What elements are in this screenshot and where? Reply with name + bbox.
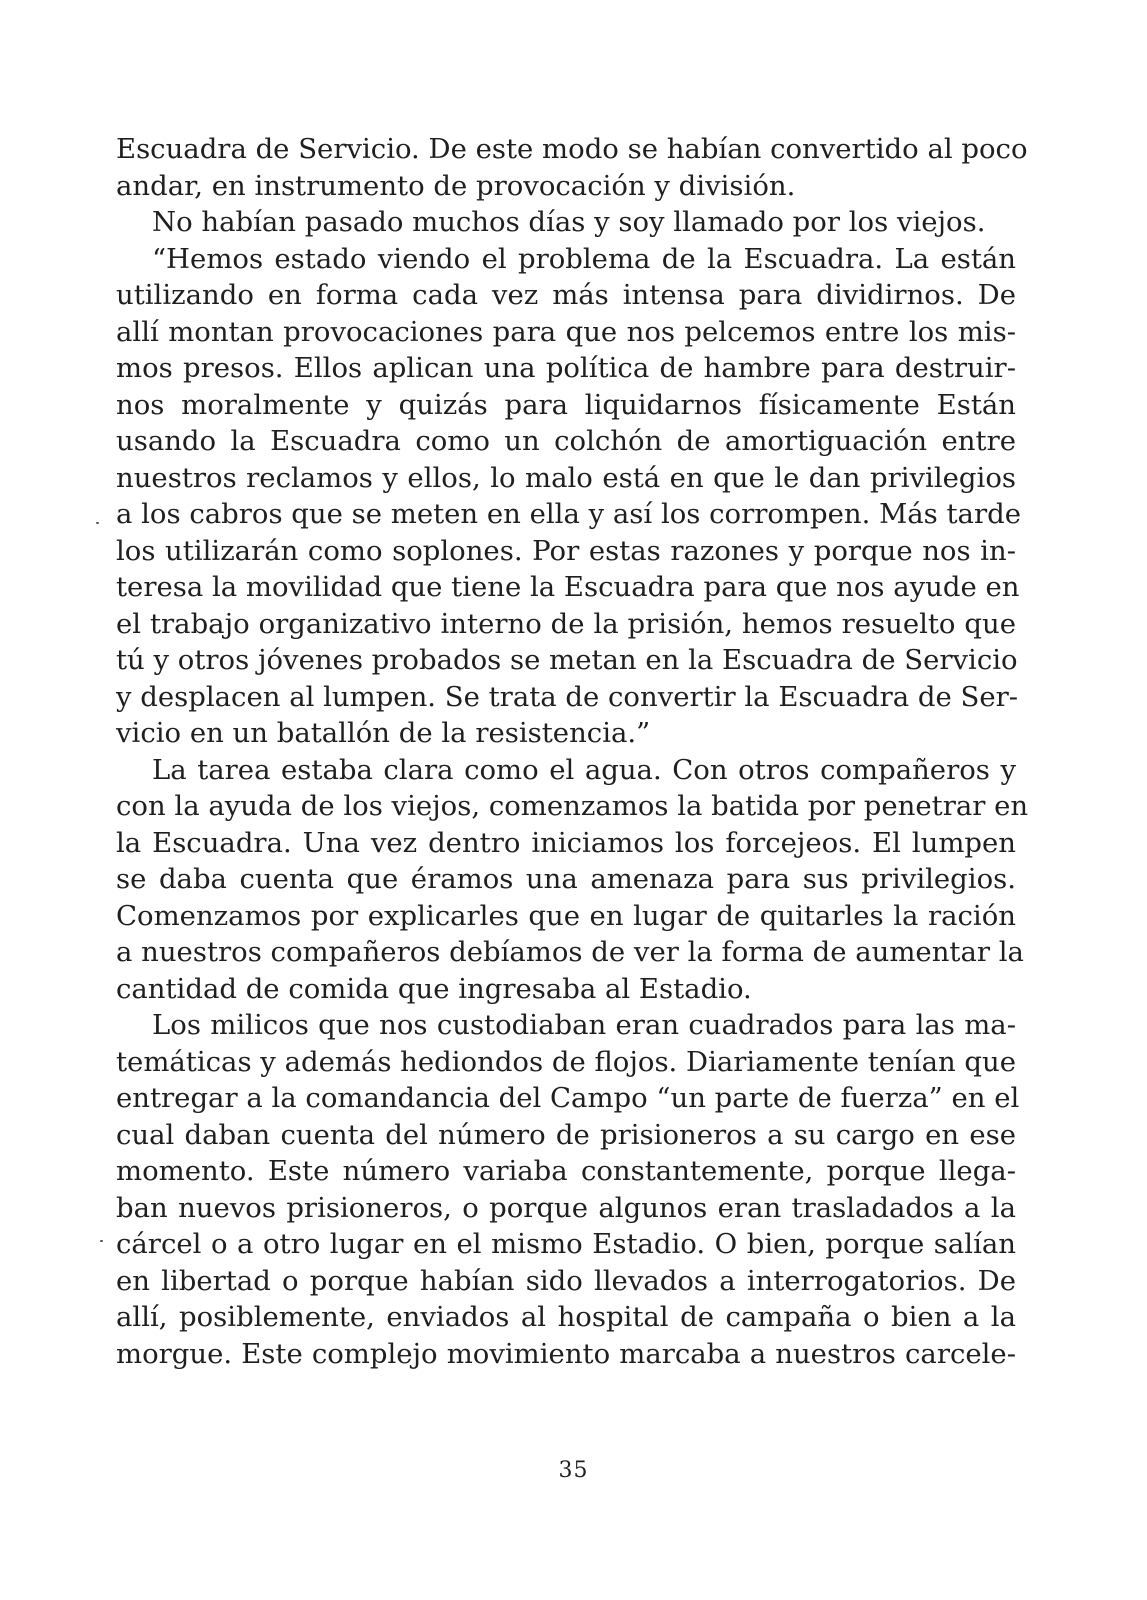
- text-line: No habían pasado muchos días y soy llamado por los viejos.: [152, 206, 986, 238]
- text-line: cual daban cuenta del número de prisioneros a su cargo en ese: [116, 1118, 1016, 1151]
- text-line: Comenzamos por explicarles que en lugar de quitarles la ración: [116, 899, 1016, 932]
- text-line: morgue. Este complejo movimiento marcaba a nuestros carcele-: [116, 1337, 1016, 1370]
- text-line: teresa la movilidad que tiene la Escuadra para que nos ayude en: [116, 571, 1020, 603]
- text-line: Escuadra de Servicio. De este modo se habían convertido al poco: [116, 133, 1028, 165]
- text-line: ban nuevos prisioneros, o porque algunos eran trasladados a la: [116, 1191, 1016, 1224]
- text-line: tú y otros jóvenes probados se metan en la Escuadra de Servicio: [116, 644, 1018, 676]
- text-line: cantidad de comida que ingresaba al Estadio.: [116, 972, 752, 1005]
- text-line: con la ayuda de los viejos, comenzamos la batida por penetrar en: [116, 790, 1029, 822]
- text-line: temáticas y además hediondos de flojos. Diariamente tenían que: [116, 1045, 1017, 1078]
- text-line: la Escuadra. Una vez dentro iniciamos los forcejeos. El lumpen: [116, 826, 1016, 859]
- text-line: se daba cuenta que éramos una amenaza para sus privilegios.: [116, 863, 1016, 895]
- text-line: usando la Escuadra como un colchón de amortiguación entre: [116, 425, 1016, 457]
- text-line: utilizando en forma cada vez más intensa para dividirnos. De: [116, 279, 1016, 311]
- page-number: 35: [558, 1458, 589, 1483]
- text-line: a los cabros que se meten en ella y así los corrompen. Más tarde: [116, 498, 1021, 530]
- text-line: y desplacen al lumpen. Se trata de convertir la Escuadra de Ser-: [116, 680, 1019, 713]
- text-line: momento. Este número variaba constantemente, porque llega-: [116, 1155, 1016, 1187]
- body-text: [116, 131, 1029, 1372]
- text-line: entregar a la comandancia del Campo “un parte de fuerza” en el: [116, 1082, 1020, 1114]
- text-line: el trabajo organizativo interno de la prisión, hemos resuelto que: [116, 607, 1016, 640]
- text-line: allí montan provocaciones para que nos pelcemos entre los mis-: [116, 315, 1016, 348]
- text-line: allí, posiblemente, enviados al hospital de campaña o bien a la: [116, 1301, 1016, 1333]
- text-line: a nuestros compañeros debíamos de ver la forma de aumentar la: [116, 936, 1024, 968]
- text-line: andar, en instrumento de provocación y división.: [116, 169, 796, 202]
- text-line: “Hemos estado viendo el problema de la Escuadra. La están: [152, 242, 1016, 275]
- text-line: los utilizarán como soplones. Por estas razones y porque nos in-: [116, 534, 1016, 567]
- text-line: mos presos. Ellos aplican una política de hambre para destruir-: [116, 352, 1016, 384]
- text-line: La tarea estaba clara como el agua. Con otros compañeros y: [152, 753, 1016, 786]
- text-line: nos moralmente y quizás para liquidarnos físicamente Están: [116, 388, 1016, 421]
- text-line: en libertad o porque habían sido llevados a interrogatorios. De: [116, 1264, 1016, 1297]
- text-line: nuestros reclamos y ellos, lo malo está en que le dan privilegios: [116, 461, 1016, 494]
- text-line: vicio en un batallón de la resistencia.”: [116, 717, 651, 749]
- scan-speck: [96, 522, 99, 524]
- scan-speck: [100, 1240, 103, 1242]
- text-line: Los milicos que nos custodiaban eran cuadrados para las ma-: [152, 1009, 1016, 1041]
- text-line: cárcel o a otro lugar en el mismo Estadio. O bien, porque salían: [116, 1228, 1016, 1260]
